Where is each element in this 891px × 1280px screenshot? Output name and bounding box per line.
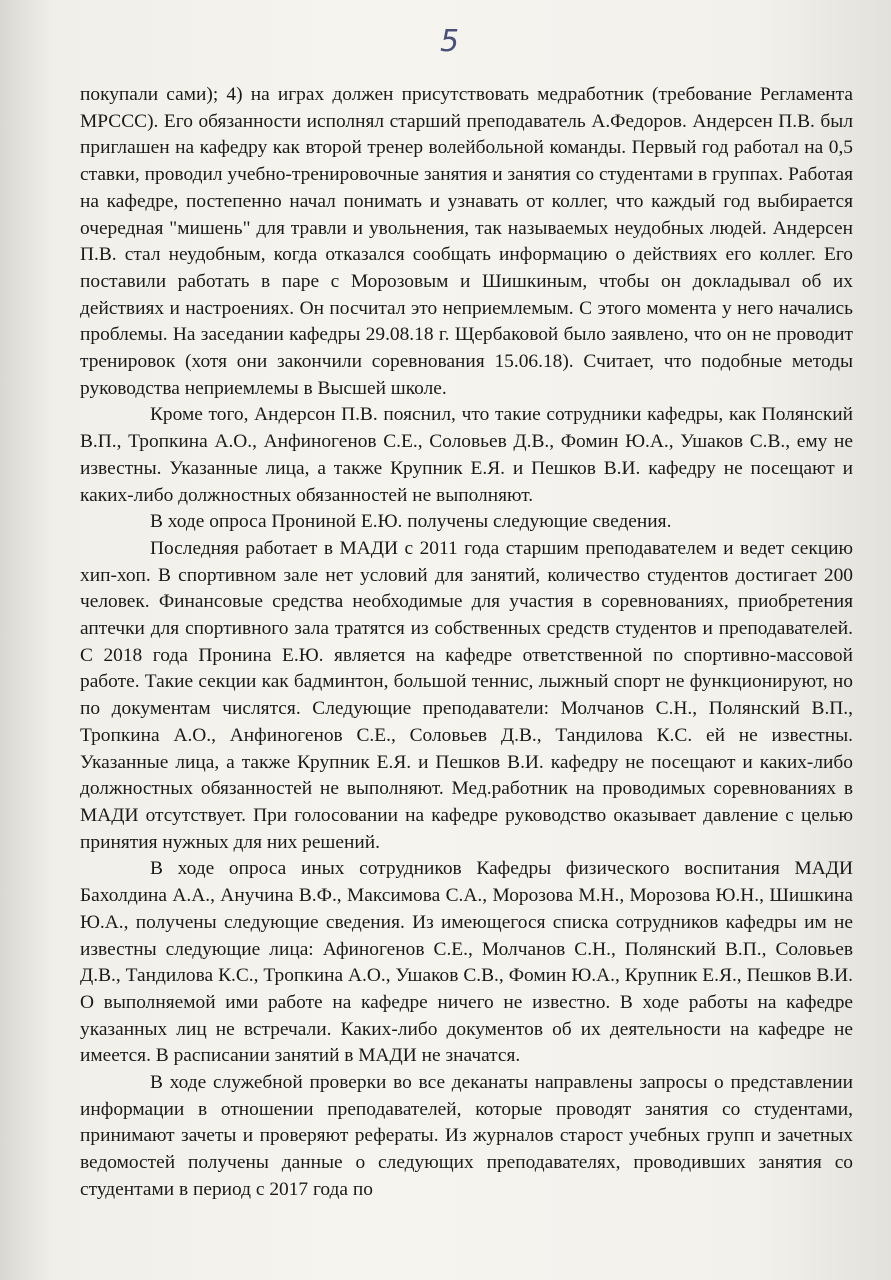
paragraph-5: В ходе опроса иных сотрудников Кафедры физического воспитания МАДИ Бахолдина А.А., Анучина В.Ф., Максимова С.А., Морозова М.Н., Морозова Ю.Н., Шишкина Ю.А., получены следующие сведения. Из имеющегося списка сотрудников кафедры им не известны следующие лица: Афиногенов С.Е., Молчанов С.Н., Полянский В.П., Соловьев Д.В., Тандилова К.С., Тропкина А.О., Ушаков С.В., Фомин Ю.А., Крупник Е.Я., Пешков В.И. О выполняемой ими работе на кафедре ничего не известно. В ходе работы на кафедре указанных лиц не встречали. Каких-либо документов об их деятельности на кафедре не имеется. В расписании занятий в МАДИ не значатся. bbox=[80, 858, 853, 1067]
paragraph-4: Последняя работает в МАДИ с 2011 года старшим преподавателем и ведет секцию хип-хоп. В спортивном зале нет условий для занятий, количество студентов достигает 200 человек. Финансовые средства необходимые для участия в соревнованиях, приобретения аптечки для спортивного зала тратятся из собственных средств студентов и преподавателей. С 2018 года Пронина Е.Ю. является на кафедре ответственной по спортивно-массовой работе. Такие секции как бадминтон, большой теннис, лыжный спорт не функционируют, но по документам числятся. Следующие преподаватели: Молчанов С.Н., Полянский В.П., Тропкина А.О., Анфиногенов С.Е., Соловьев Д.В., Тандилова К.С. ей не известны. Указанные лица, а также Крупник Е.Я. и Пешков В.И. кафедру не посещают и каких-либо должностных обязанностей не выполняют. Мед.работник на проводимых соревнованиях в МАДИ отсутствует. При голосовании на кафедре руководство оказывает давление с целью принятия нужных для них решений. bbox=[80, 537, 853, 853]
paragraph-2: Кроме того, Андерсон П.В. пояснил, что такие сотрудники кафедры, как Полянский В.П., Тропкина А.О., Анфиногенов С.Е., Соловьев Д.В., Фомин Ю.А., Ушаков С.В., ему не известны. Указанные лица, а также Крупник Е.Я. и Пешков В.И. кафедру не посещают и каких-либо должностных обязанностей не выполняют. bbox=[80, 404, 853, 506]
paragraph-6: В ходе служебной проверки во все деканаты направлены запросы о представлении информации в отношении преподавателей, которые проводят занятия со студентами, принимают зачеты и проверяют рефераты. Из журналов старост учебных групп и зачетных ведомостей получены данные о следующих преподавателях, проводивших занятия со студентами в период с 2017 года по bbox=[80, 1072, 853, 1200]
page-number: 5 bbox=[440, 24, 460, 59]
document-body bbox=[80, 82, 853, 1204]
paragraph-1: покупали сами); 4) на играх должен присутствовать медработник (требование Регламента МРССС). Его обязанности исполнял старший преподаватель А.Федоров. Андерсен П.В. был приглашен на кафедру как второй тренер волейбольной команды. Первый год работал на 0,5 ставки, проводил учебно-тренировочные занятия и занятия со студентами в группах. Работая на кафедре, постепенно начал понимать и узнавать от коллег, что каждый год выбирается очередная "мишень" для травли и увольнения, так называемых неудобных людей. Андерсен П.В. стал неудобным, когда отказался сообщать информацию о действиях его коллег. Его поставили работать в паре с Морозовым и Шишкиным, чтобы он докладывал об их действиях и настроениях. Он посчитал это неприемлемым. С этого момента у него начались проблемы. На заседании кафедры 29.08.18 г. Щербаковой было заявлено, что он не проводит тренировок (хотя они закончили соревнования 15.06.18). Считает, что подобные методы руководства неприемлемы в Высшей школе. bbox=[80, 84, 853, 399]
paragraph-3: В ходе опроса Прониной Е.Ю. получены следующие сведения. bbox=[150, 511, 672, 533]
